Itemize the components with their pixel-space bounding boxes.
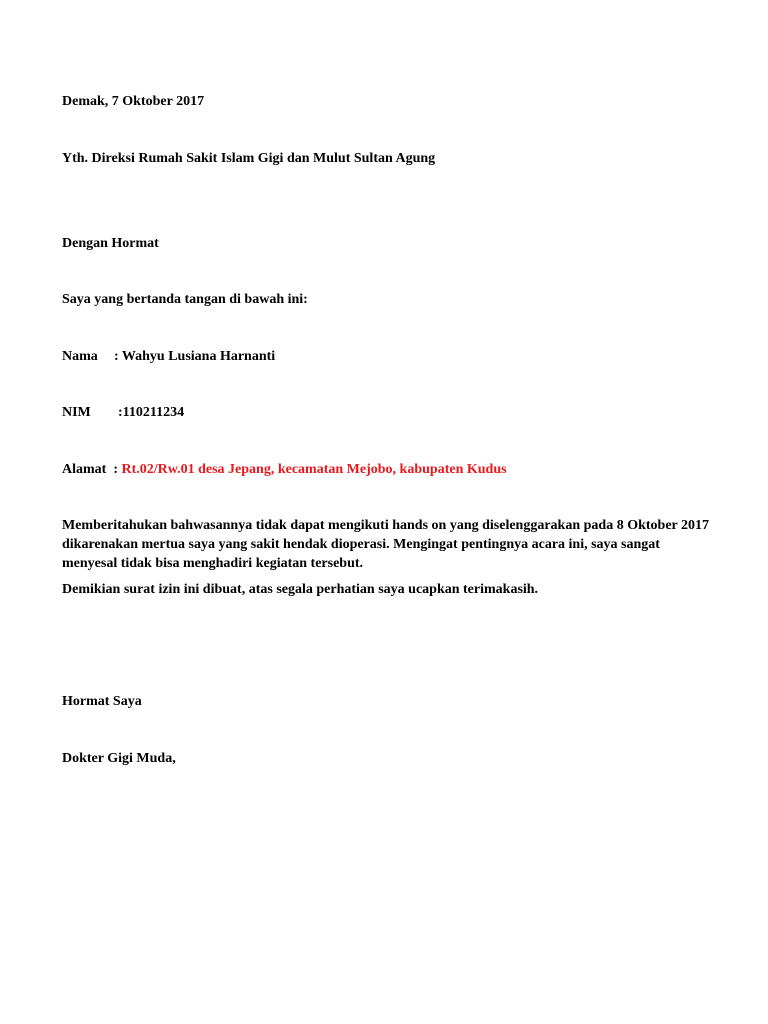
field-nim-label: NIM — [62, 405, 91, 420]
letter-closing-paragraph: Demikian surat izin ini dibuat, atas segala perhatian saya ucapkan terimakasih. — [62, 582, 539, 597]
field-nama-label: Nama — [62, 349, 98, 364]
letter-intro: Saya yang bertanda tangan di bawah ini: — [62, 292, 308, 307]
field-nama — [62, 347, 275, 366]
field-alamat — [62, 460, 507, 479]
letter-recipient: Yth. Direksi Rumah Sakit Islam Gigi dan Mulut Sultan Agung — [62, 151, 436, 166]
letter-greeting: Dengan Hormat — [62, 236, 159, 251]
field-alamat-label: Alamat — [62, 462, 107, 477]
letter-body-paragraph: Memberitahukan bahwasannya tidak dapat mengikuti hands on yang diselenggarakan pada 8 Oktober 2017 dikarenakan mertua saya yang sakit hendak dioperasi. Mengingat pentingnya acara ini, saya sangat menyesal tidak bisa menghadiri kegiatan tersebut. — [62, 518, 710, 571]
letter-date: Demak, 7 Oktober 2017 — [62, 94, 205, 109]
field-alamat-value: Rt.02/Rw.01 desa Jepang, kecamatan Mejobo, kabupaten Kudus — [121, 462, 507, 477]
letter-sign-off: Hormat Saya — [62, 694, 142, 709]
field-alamat-separator: : — [113, 462, 118, 477]
letter-signer-title: Dokter Gigi Muda, — [62, 751, 176, 766]
field-nama-value: : Wahyu Lusiana Harnanti — [114, 349, 276, 364]
field-nim — [62, 403, 184, 422]
field-nim-value: :110211234 — [118, 405, 185, 420]
